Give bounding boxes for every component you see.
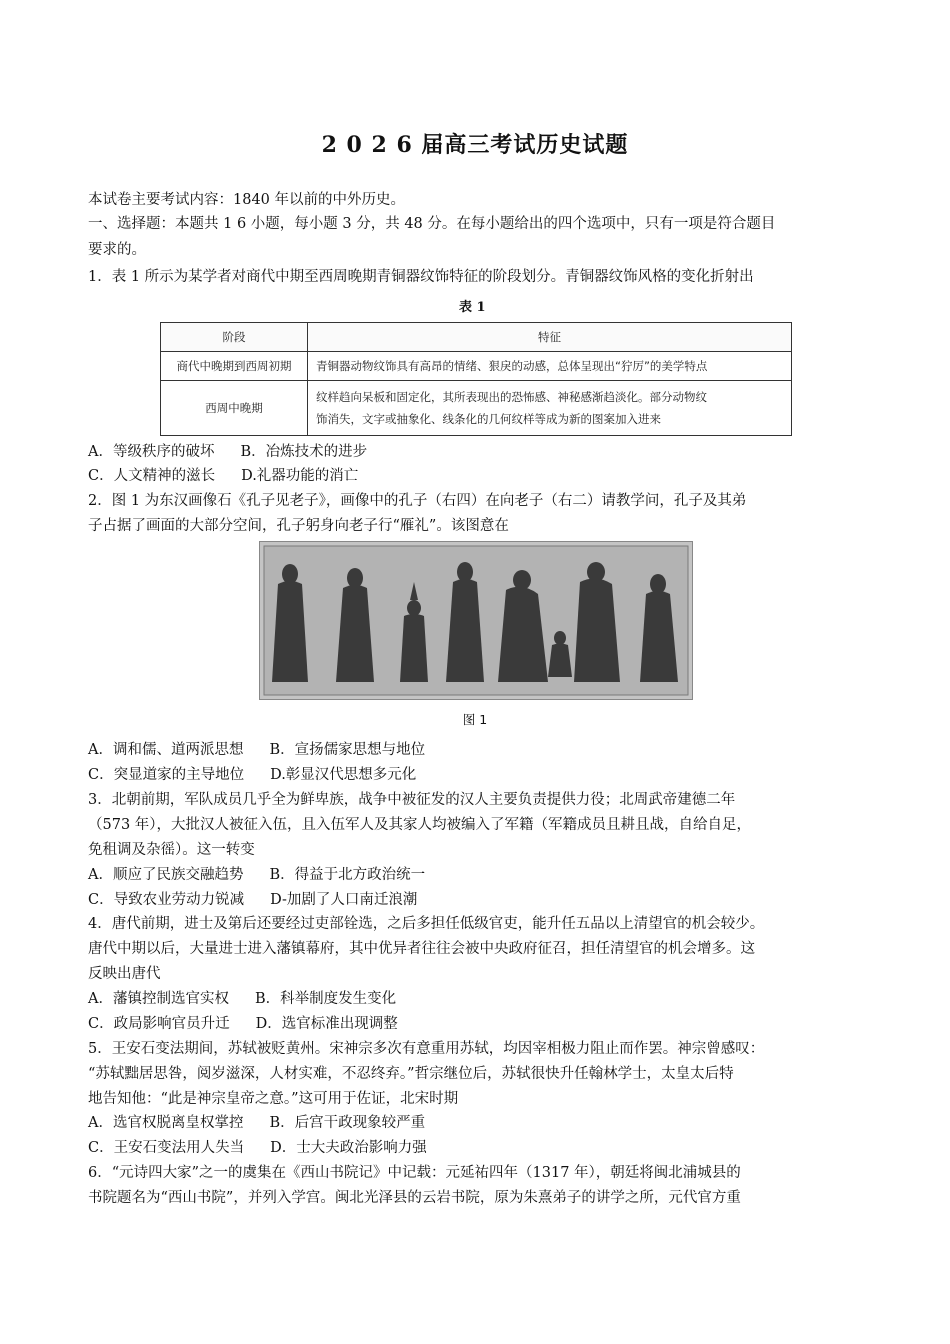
table-cell-feature: 青铜器动物纹饰具有高昂的情绪、狠戾的动感，总体呈现出“狞厉”的美学特点 — [308, 352, 792, 381]
q5-stem-line2: “苏轼黜居思咎，阅岁滋深，人材实难，不忍终弃。”哲宗继位后，苏轼很快升任翰林学士，太皇太后特 — [88, 1066, 734, 1082]
q3-stem-line1: 3．北朝前期，军队成员几乎全为鲜卑族，战争中被征发的汉人主要负责提供力役；北周武帝建德二年 — [88, 792, 736, 808]
q5-stem-line1: 5．王安石变法期间，苏轼被贬黄州。宋神宗多次有意重用苏轼，均因宰相极力阻止而作罢。神宗曾感叹： — [88, 1041, 765, 1057]
table-header-feature: 特征 — [308, 323, 792, 352]
q2-option-d[interactable]: D.彰显汉代思想多元化 — [270, 767, 417, 783]
table-row — [161, 352, 792, 381]
q4-option-a[interactable]: A．藩镇控制选官实权 — [88, 991, 229, 1007]
stone-relief-figure — [259, 541, 693, 700]
q3-option-c[interactable]: C．导致农业劳动力锐减 — [88, 892, 245, 908]
q4-options-row2 — [88, 1014, 868, 1034]
q2-stem-line2: 子占据了画面的大部分空间，孔子躬身向老子行“雁礼”。该图意在 — [88, 518, 509, 534]
q5-stem-line3: 地告知他：“此是神宗皇帝之意。”这可用于佐证，北宋时期 — [88, 1091, 459, 1107]
q4-option-d[interactable]: D．选官标准出现调整 — [255, 1016, 398, 1032]
q5-option-c[interactable]: C．王安石变法用人失当 — [88, 1140, 245, 1156]
q3-options-row2 — [88, 890, 868, 910]
figure-1-caption: 图 1 — [462, 712, 488, 727]
table-1-caption: 表 1 — [459, 300, 486, 315]
q3-options-row1 — [88, 865, 868, 885]
table-cell-feature-line1: 纹样趋向呆板和固定化，其所表现出的恐怖感、神秘感渐趋淡化。部分动物纹 — [316, 390, 707, 404]
q6-stem-line1: 6．“元诗四大家”之一的虞集在《西山书院记》中记载：元延祐四年（1317 年），朝廷将闽北浦城县的 — [88, 1165, 741, 1181]
q3-option-d[interactable]: D-加剧了人口南迁浪潮 — [270, 892, 418, 908]
q5-option-b[interactable]: B．后宫干政现象较严重 — [269, 1115, 426, 1131]
q1-stem: 1．表 1 所示为某学者对商代中期至西周晚期青铜器纹饰特征的阶段划分。青铜器纹饰风格的变化折射出 — [88, 269, 754, 285]
q2-stem-line1: 2．图 1 为东汉画像石《孔子见老子》，画像中的孔子（右四）在向老子（右二）请教学问，孔子及其弟 — [88, 493, 747, 509]
q4-stem-line2: 唐代中期以后，大量进士进入藩镇幕府，其中优异者往往会被中央政府征召，担任清望官的机会增多。这 — [88, 941, 755, 957]
q2-option-c[interactable]: C．突显道家的主导地位 — [88, 767, 245, 783]
q3-option-b[interactable]: B．得益于北方政治统一 — [269, 867, 426, 883]
q1-option-c[interactable]: C．人文精神的滋长 — [88, 468, 216, 484]
relief-figures-illustration — [260, 542, 692, 699]
q4-option-c[interactable]: C．政局影响官员升迁 — [88, 1016, 230, 1032]
table-cell-stage: 商代中晚期到西周初期 — [161, 352, 308, 381]
q3-option-a[interactable]: A．顺应了民族交融趋势 — [88, 867, 244, 883]
q4-stem-line3: 反映出唐代 — [88, 966, 161, 982]
section-header-line2: 要求的。 — [88, 242, 146, 258]
q1-option-b[interactable]: B．冶炼技术的进步 — [240, 444, 368, 460]
q6-stem-line2: 书院题名为“西山书院”，并列入学宫。闽北光泽县的云岩书院，原为朱熹弟子的讲学之所，元代官方重 — [88, 1190, 741, 1206]
q5-options-row1 — [88, 1113, 868, 1133]
q4-option-b[interactable]: B．科举制度发生变化 — [254, 991, 397, 1007]
table-row — [161, 381, 792, 436]
q2-option-b[interactable]: B．宣扬儒家思想与地位 — [269, 742, 426, 758]
table-cell-feature-line2: 饰消失，文字或抽象化、线条化的几何纹样等成为新的图案加入进来 — [316, 412, 661, 426]
table-cell-feature — [308, 381, 792, 436]
page-title: 2 0 2 6 届高三考试历史试题 — [321, 132, 629, 158]
intro-text: 本试卷主要考试内容：1840 年以前的中外历史。 — [88, 192, 406, 208]
q2-options-row2 — [88, 765, 868, 785]
q4-stem-line1: 4．唐代前期，进士及第后还要经过吏部铨选，之后多担任低级官吏，能升任五品以上清望官的机会较少。 — [88, 916, 765, 932]
q1-options-row2 — [88, 466, 868, 486]
q5-option-d[interactable]: D．士大夫政治影响力强 — [270, 1140, 427, 1156]
q1-option-d[interactable]: D.礼器功能的消亡 — [241, 468, 359, 484]
q3-stem-line3: 免租调及杂徭）。这一转变 — [88, 842, 255, 858]
q4-options-row1 — [88, 989, 868, 1009]
table-cell-stage: 西周中晚期 — [161, 381, 308, 436]
q2-option-a[interactable]: A．调和儒、道两派思想 — [88, 742, 244, 758]
table-1 — [160, 322, 792, 436]
table-header-stage: 阶段 — [161, 323, 308, 352]
section-header-line1: 一、选择题：本题共 1 6 小题，每小题 3 分，共 48 分。在每小题给出的四个选项中，只有一项是符合题目 — [88, 216, 776, 232]
q1-options-row1 — [88, 442, 868, 462]
q5-option-a[interactable]: A．选官权脱离皇权掌控 — [88, 1115, 244, 1131]
q3-stem-line2: （573 年），大批汉人被征入伍，且入伍军人及其家人均被编入了军籍（军籍成员且耕且战，自给自足， — [88, 817, 752, 833]
q2-options-row1 — [88, 740, 868, 760]
q1-option-a[interactable]: A．等级秩序的破坏 — [88, 444, 215, 460]
q5-options-row2 — [88, 1138, 868, 1158]
